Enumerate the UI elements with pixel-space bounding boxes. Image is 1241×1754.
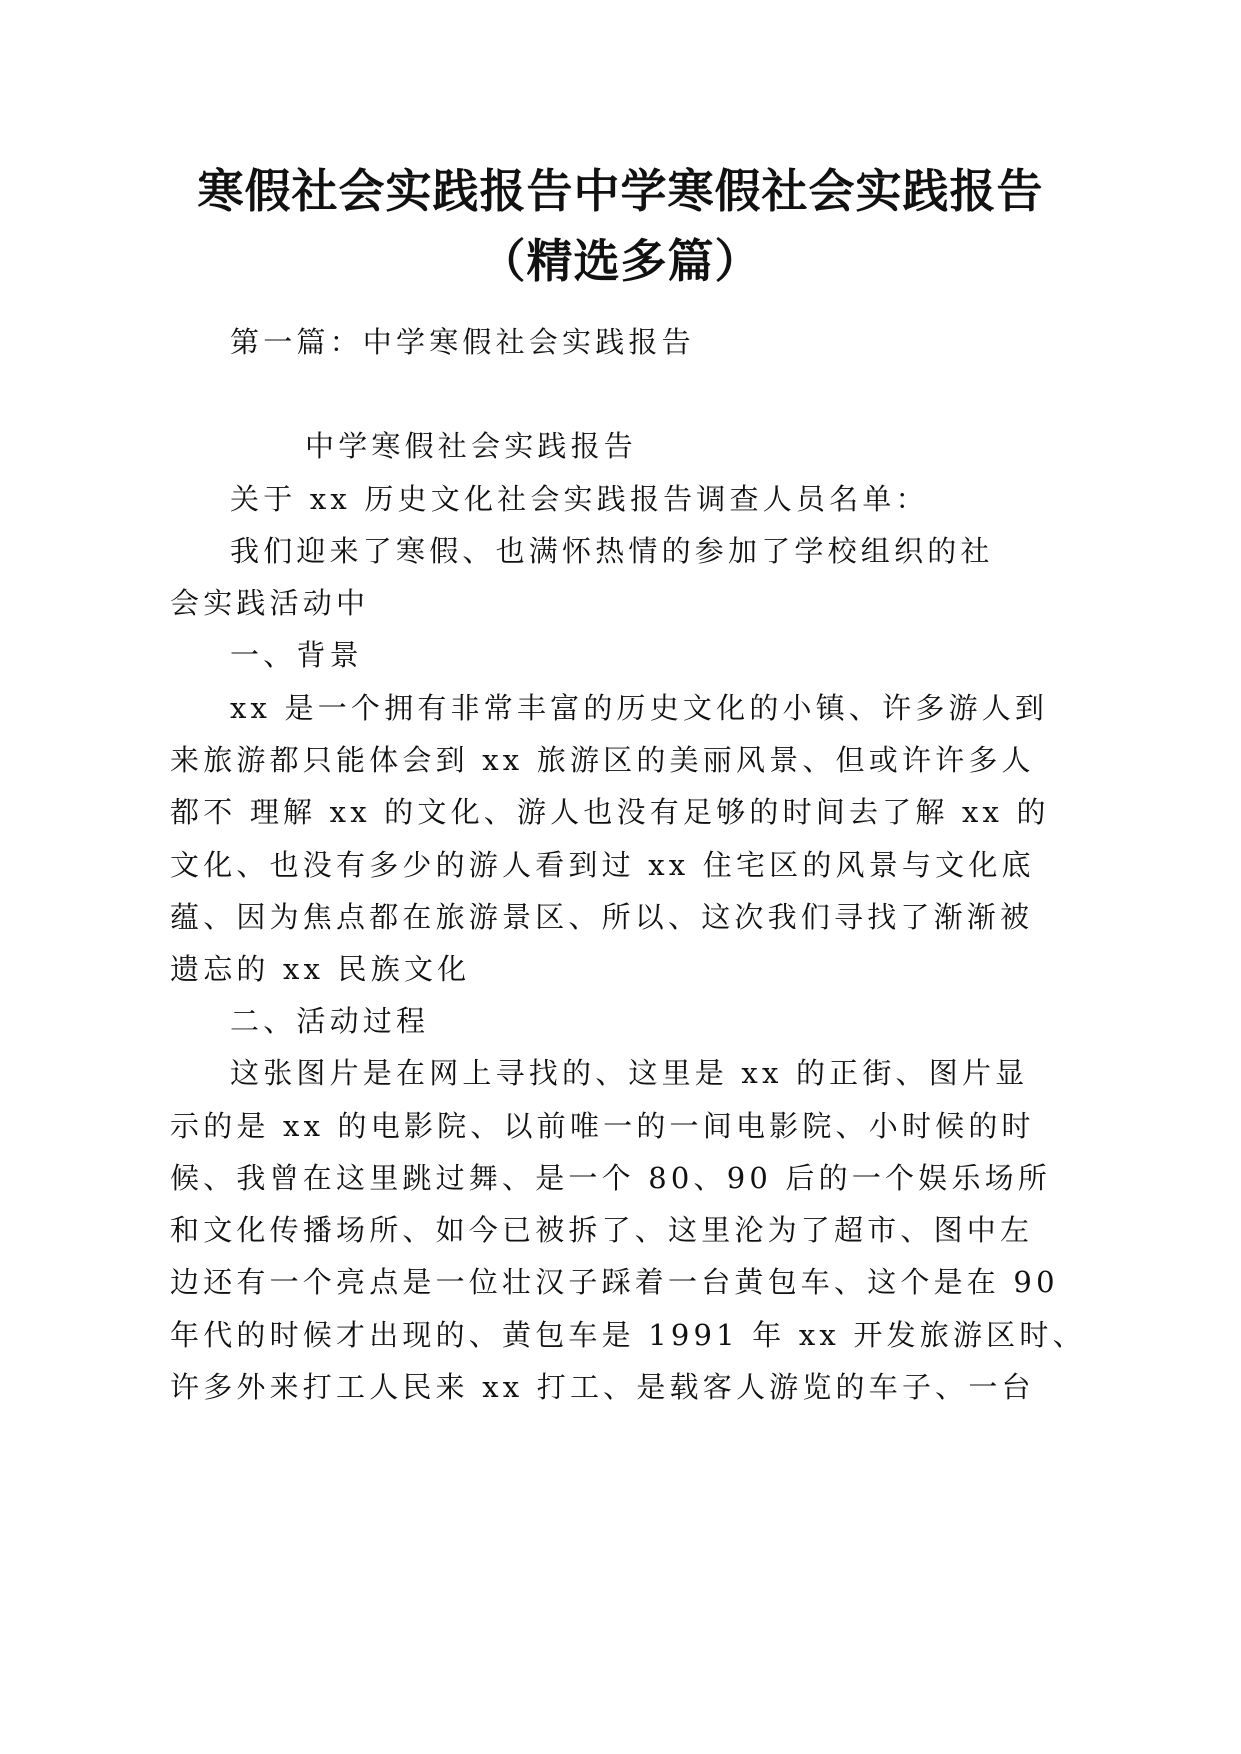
paragraph-line: 候、我曾在这里跳过舞、是一个 80、90 后的一个娱乐场所	[170, 1161, 1052, 1195]
paragraph-line: xx 是一个拥有非常丰富的历史文化的小镇、许多游人到	[230, 691, 1049, 725]
paragraph-line: 来旅游都只能体会到 xx 旅游区的美丽风景、但或许许多人	[170, 743, 1035, 777]
document-title-line-1: 寒假社会实践报告中学寒假社会实践报告	[197, 164, 1044, 218]
paragraph-line: 年代的时候才出现的、黄包车是 1991 年 xx 开发旅游区时、	[170, 1318, 1086, 1352]
paragraph-line: 我们迎来了寒假、也满怀热情的参加了学校组织的社	[230, 534, 994, 568]
paragraph-line: 边还有一个亮点是一位壮汉子踩着一台黄包车、这个是在 90	[170, 1265, 1059, 1299]
paragraph-line: 都不 理解 xx 的文化、游人也没有足够的时间去了解 xx 的	[170, 795, 1050, 829]
paragraph-line: 文化、也没有多少的游人看到过 xx 住宅区的风景与文化底	[170, 848, 1035, 882]
paragraph-line: 关于 xx 历史文化社会实践报告调查人员名单：	[230, 482, 929, 516]
paragraph-line: 这张图片是在网上寻找的、这里是 xx 的正街、图片显	[230, 1056, 1029, 1090]
report-subtitle: 中学寒假社会实践报告	[305, 429, 638, 463]
paragraph-line: 和文化传播场所、如今已被拆了、这里沦为了超市、图中左	[170, 1213, 1034, 1247]
paragraph-line: 蕴、因为焦点都在旅游景区、所以、这次我们寻找了渐渐被	[170, 900, 1034, 934]
document-title-line-2: （精选多篇）	[479, 234, 762, 288]
paragraph-line: 许多外来打工人民来 xx 打工、是载客人游览的车子、一台	[170, 1370, 1035, 1404]
section-heading-activity: 二、活动过程	[230, 1004, 430, 1038]
paragraph-line: 会实践活动中	[170, 586, 370, 620]
section-heading-background: 一、背景	[230, 638, 363, 672]
section-heading: 第一篇：中学寒假社会实践报告	[230, 325, 695, 359]
paragraph-line: 遗忘的 xx 民族文化	[170, 952, 471, 986]
paragraph-line: 示的是 xx 的电影院、以前唯一的一间电影院、小时候的时	[170, 1109, 1035, 1143]
